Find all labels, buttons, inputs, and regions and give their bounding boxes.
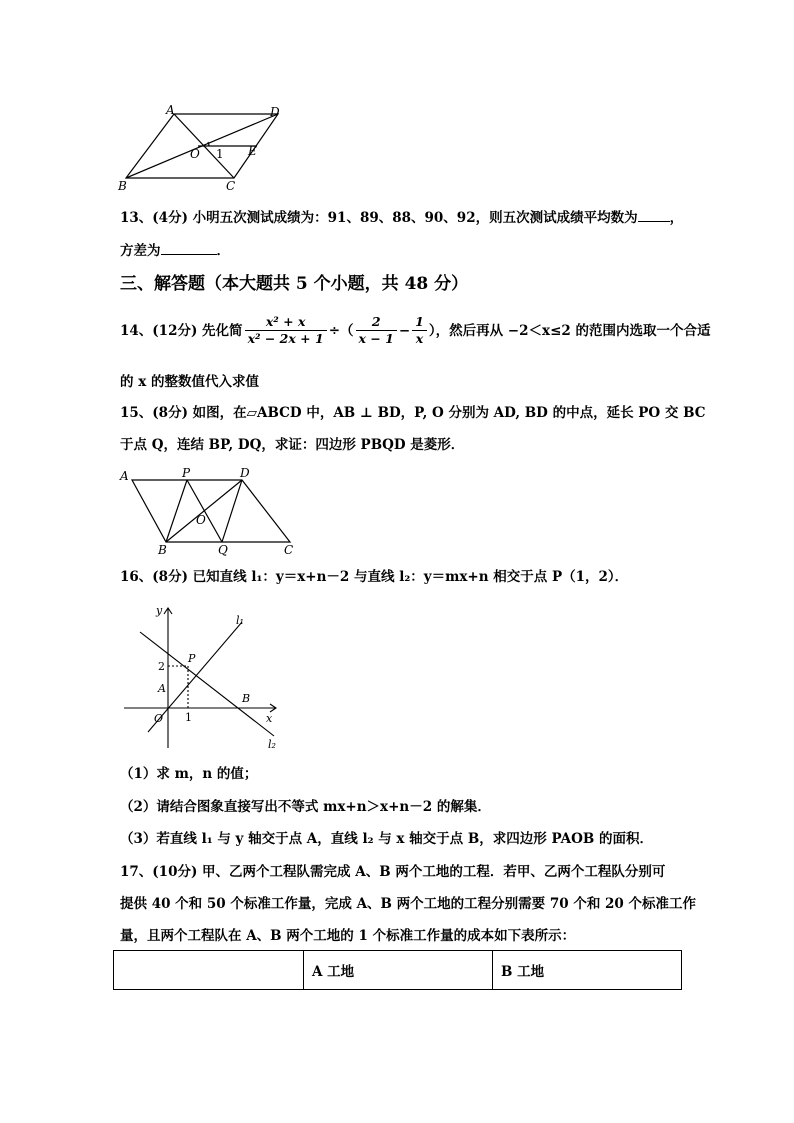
question-16-part-3: （3）若直线 l₁ 与 y 轴交于点 A，直线 l₂ 与 x 轴交于点 B，求四边形 PAOB 的面积． [120,831,653,847]
q14-divide: ÷（ [328,322,354,339]
coordinate-graph-figure-3 [118,600,288,752]
fraction-1-denominator: x² − 2x + 1 [245,330,327,347]
fraction-3-numerator: 1 [415,314,424,329]
segment-pq [187,480,222,542]
q14-suffix: ），然后再从 −2＜x≤2 的范围内选取一个合适 [428,322,711,339]
q13-comma: ， [669,210,684,226]
label-angle-1: 1 [216,147,224,161]
q14-fraction-3 [412,314,427,347]
question-15-line2: 于点 Q，连结 BP, DQ，求证：四边形 PBQD 是菱形． [120,437,465,453]
q14-fraction-2 [356,314,397,347]
q13-blank-variance [161,240,217,255]
label-y-axis: y [156,604,163,617]
question-16-part-2: （2）请结合图象直接写出不等式 mx+n＞x+n－2 的解集． [120,799,491,815]
fraction-2-denominator: x − 1 [356,330,397,347]
label-d: D [240,466,250,480]
label-x-axis: x [266,712,273,725]
label-c: C [226,179,236,193]
table-header-row [114,951,682,990]
question-17-line3: 量，且两个工程队在 A、B 两个工地的 1 个标准工作量的成本如下表所示： [120,928,576,944]
q13-blank-mean [638,207,670,222]
cost-table [113,950,682,990]
tick-label-1: 1 [185,711,192,724]
label-b: B [242,692,251,705]
section-3-title: 三、解答题（本大题共 5 个小题，共 48 分） [120,274,469,294]
q13-text: 13、(4分) 小明五次测试成绩为：91、89、88、90、92，则五次测试成绩平均数为 [120,210,638,226]
question-14-line2: 的 x 的整数值代入求值 [120,374,259,390]
q13-variance-label: 方差为 [120,243,161,259]
q14-prefix: 14、(12分) 先化简 [120,322,243,339]
label-p: P [182,466,191,480]
question-13-line2 [120,240,230,261]
segment-dq [222,480,242,542]
tick-label-2: 2 [158,660,165,673]
rhombus-figure-2 [112,464,302,556]
label-e: E [248,144,257,158]
label-l2: l₂ [268,738,276,751]
question-13 [120,207,683,228]
q14-minus: − [398,322,411,339]
question-14 [120,314,710,347]
label-a: A [166,103,175,117]
fraction-2-numerator: 2 [371,314,381,329]
label-a: A [120,469,129,483]
label-b: B [158,543,167,556]
label-d: D [270,105,280,119]
table-header-site-a: A 工地 [304,951,493,990]
label-c: C [284,543,294,556]
parallelogram-abcd [132,480,290,542]
label-o: O [196,513,206,527]
question-17-line2: 提供 40 个和 50 个标准工作量，完成 A、B 两个工地的工程分别需要 70 个和 20 个标准工作 [120,896,697,912]
fraction-3-denominator: x [412,330,427,347]
table-header-site-b: B 工地 [493,951,682,990]
parallelogram-figure-1 [110,100,300,195]
label-q: Q [218,543,228,556]
q13-period: ． [216,243,230,259]
question-17: 17、(10分) 甲、乙两个工程队需完成 A、B 两个工地的工程．若甲、乙两个工程队分别可 [120,864,666,880]
label-a: A [158,682,166,695]
label-b: B [118,179,127,193]
question-16: 16、(8分) 已知直线 l₁：y＝x+n－2 与直线 l₂：y＝mx+n 相交于点 P（1，2）． [120,569,629,585]
label-o: O [190,147,200,161]
question-16-part-1: （1）求 m，n 的值； [120,766,258,782]
question-15: 15、(8分) 如图，在▱ABCD 中，AB ⊥ BD，P, O 分别为 AD, BD 的中点，延长 PO 交 BC [120,405,706,421]
q14-fraction-1 [245,314,327,347]
angle-mark [208,142,209,146]
label-p: P [188,652,196,665]
table-header-empty [114,951,304,990]
fraction-1-numerator: x² + x [265,314,306,329]
label-l1: l₁ [236,614,244,627]
label-origin: O [154,712,164,725]
